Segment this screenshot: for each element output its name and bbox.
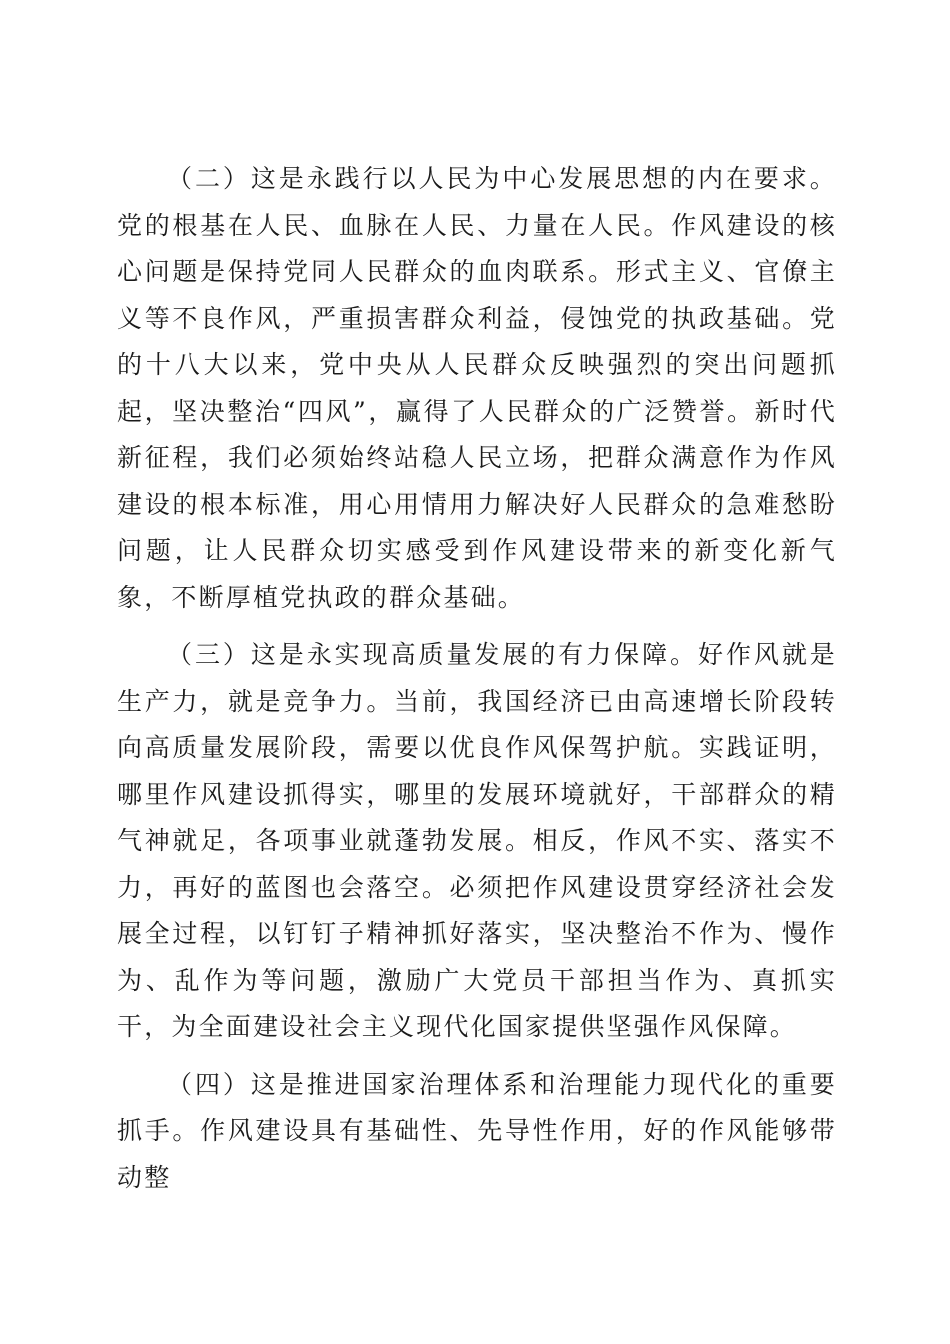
paragraph-4: （四）这是推进国家治理体系和治理能力现代化的重要抓手。作风建设具有基础性、先导性作用，好的作风能够带动整 — [117, 1069, 837, 1192]
paragraph-2: （二）这是永践行以人民为中心发展思想的内在要求。党的根基在人民、血脉在人民、力量在人民。作风建设的核心问题是保持党同人民群众的血肉联系。形式主义、官僚主义等不良作风，严重损害群众利益，侵蚀党的执政基础。党的十八大以来，党中央从人民群众反映强烈的突出问题抓起，坚决整治“四风”，赢得了人民群众的广泛赞誉。新时代新征程，我们必须始终站稳人民立场，把群众满意作为作风建设的根本标准，用心用情用力解决好人民群众的急难愁盼问题，让人民群众切实感受到作风建设带来的新变化新气象，不断厚植党执政的群众基础。 — [117, 164, 837, 612]
paragraph-3: （三）这是永实现高质量发展的有力保障。好作风就是生产力，就是竞争力。当前，我国经济已由高速增长阶段转向高质量发展阶段，需要以优良作风保驾护航。实践证明，哪里作风建设抓得实，哪里的发展环境就好，干部群众的精气神就足，各项事业就蓬勃发展。相反，作风不实、落实不力，再好的蓝图也会落空。必须把作风建设贯穿经济社会发展全过程，以钉钉子精神抓好落实，坚决整治不作为、慢作为、乱作为等问题，激励广大党员干部担当作为、真抓实干，为全面建设社会主义现代化国家提供坚强作风保障。 — [117, 640, 837, 1041]
document-body — [117, 156, 837, 1212]
